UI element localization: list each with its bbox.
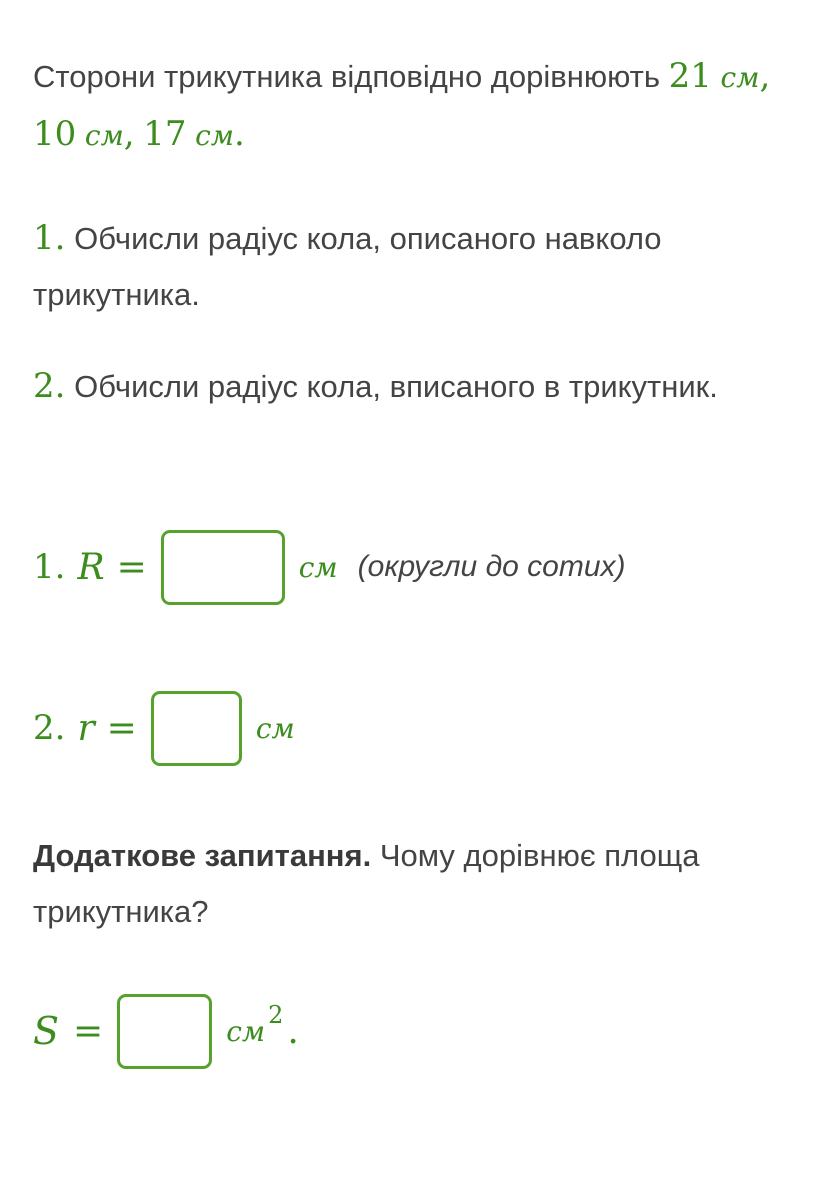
side-1-value: 21 [668,56,712,96]
extra-question [33,828,803,940]
side-2-value: 10 [33,114,77,154]
extra-question-text: Чому дорівнює площа трикутника? [33,838,700,929]
side-3-unit: см [195,119,235,152]
problem-statement [33,48,803,164]
answer-r-equals: = [106,707,137,749]
answer-S-power: 2 [268,1001,284,1029]
answer-S-period: . [287,1010,299,1052]
comma-1: , [759,56,771,96]
answer-r-unit: см [255,711,295,745]
period-1: . [234,114,245,154]
side-2-unit: см [84,119,124,152]
task-1-number: 1. [33,218,66,258]
answer-r-input[interactable] [151,691,242,766]
answer-R-input[interactable] [161,530,285,605]
answer-R-prefix: 1. [33,547,66,587]
side-1-unit: см [720,61,760,94]
answer-r-prefix: 2. [33,708,66,748]
task-1-text: Обчисли радіус кола, описаного навколо трикутника. [33,221,662,312]
answer-row-S [33,991,299,1071]
answer-S-unit: см [226,1014,266,1048]
answer-S-equals: = [73,1010,104,1052]
task-2-number: 2. [33,366,66,406]
task-1 [33,210,803,323]
problem-text: Сторони трикутника відповідно дорівнюють [33,59,661,94]
answer-R-hint: (округли до сотих) [357,550,626,583]
comma-2: , [123,114,135,154]
answer-r-symbol: r [77,707,95,749]
answer-S-input[interactable] [117,994,212,1069]
answer-row-r [33,688,295,768]
extra-question-title: Додаткове запитання. [33,838,372,873]
answer-S-symbol: S [33,1009,60,1053]
answer-R-symbol: R [77,546,105,588]
answer-R-unit: см [298,550,338,584]
answer-row-R [33,527,626,607]
side-3-value: 17 [143,114,187,154]
task-2-text: Обчисли радіус кола, вписаного в трикутник. [74,369,718,404]
answer-R-equals: = [116,546,147,588]
task-2 [33,358,803,415]
